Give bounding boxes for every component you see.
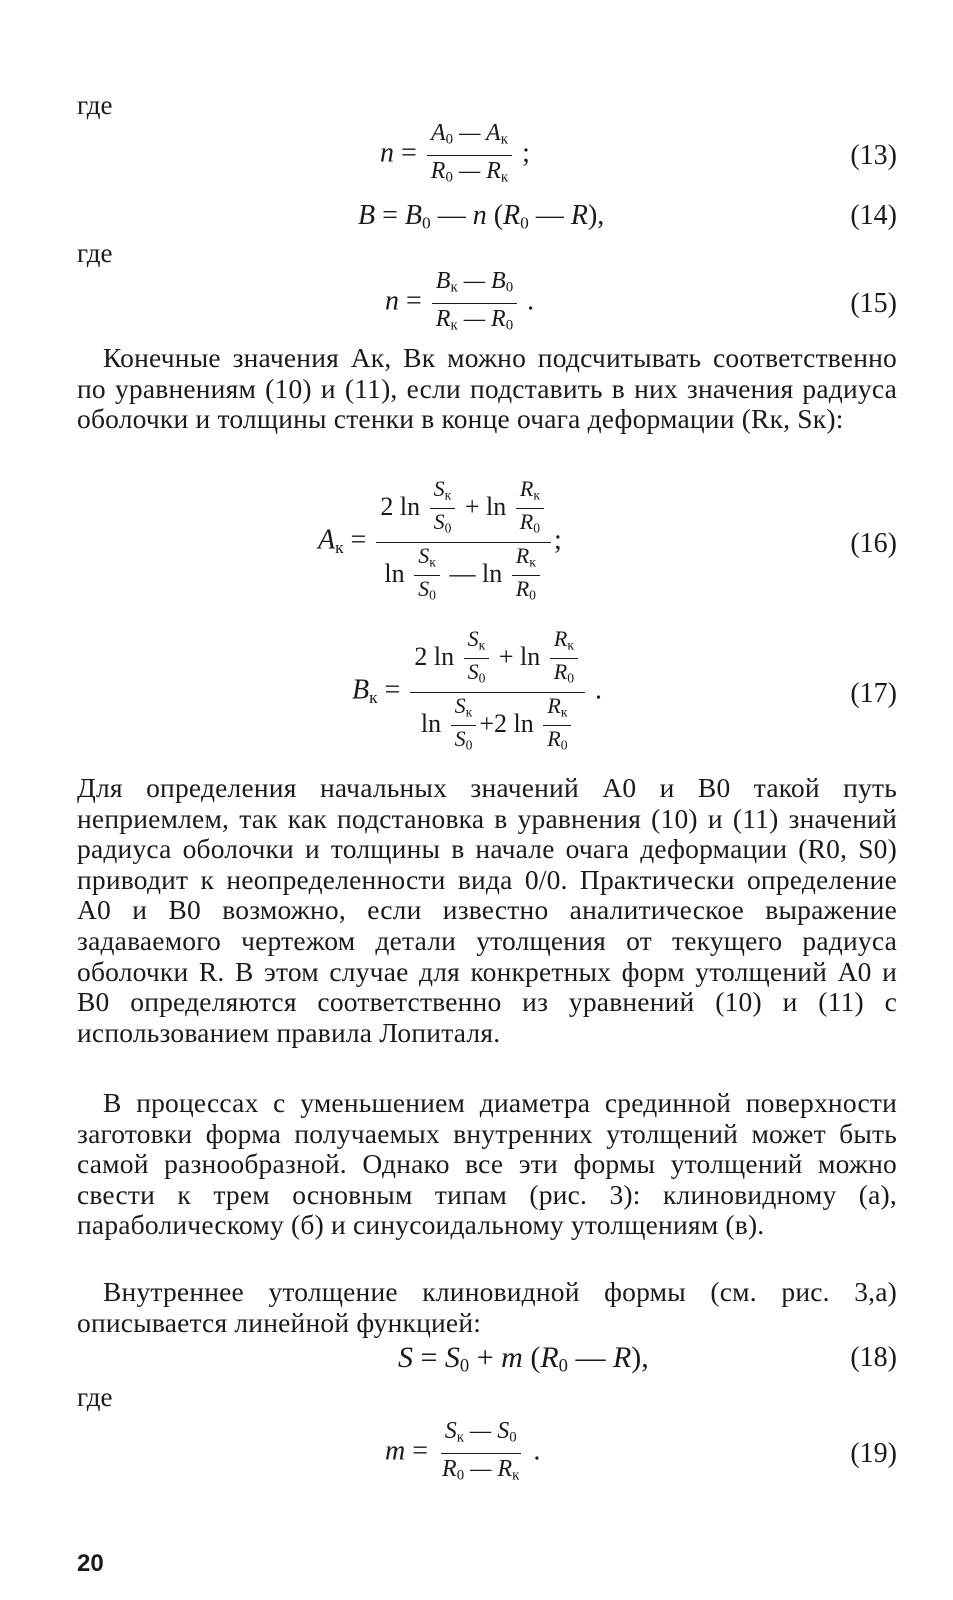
label-where: где (77, 238, 113, 268)
paragraph: В процессах с уменьшением диаметра срединной поверхности заготовки форма получаемых внутренних утолщений может быть самой разнообразной. Однако все эти формы утолщений можно свести к трем основным типам (рис. 3): клиновидному (а), параболическому (б) и синусоидальному утолщениям (в). (77, 1087, 897, 1241)
equation-13: n = $\frac{A_0 — A_к}{R_0 — R_к}$ ; (380, 120, 530, 186)
equation-number: (17) (850, 678, 897, 709)
equation-14: $B = B_0$ — n ($R_0$ — R), (358, 200, 605, 233)
paragraph: Для определения начальных значений A0 и B0 такой путь неприемлем, так как подстановка в уравнения (10) и (11) значений радиуса оболочки и толщины в начале очага деформации (R0, S0) приводит к неопределенности вида 0/0. Практически определение A0 и B0 возможно, если известно аналитическое выражение задаваемого чертежом детали утолщения от текущего радиуса оболочки R. В этом случае для конкретных форм утолщений A0 и B0 определяются соответственно из уравнений (10) и (11) с использованием правила Лопиталя. (77, 772, 897, 1048)
equation-18: $S = S_0 + m$ ($R_0$ — R), (398, 1341, 649, 1377)
equation-16: $A_к$ = 2 ln $\frac{S_к}{S_0}$ + ln $\frac{R_к}{R_0}$ ln $\frac{S_к}{S_0}$ — ln $\frac{R_к}{R_0}$ ; (318, 476, 562, 603)
equation-17: $B_к$ = 2 ln $\frac{S_к}{S_0}$ + ln $\frac{R_к}{R_0}$ ln $\frac{S_к}{S_0}$ +2 ln $\frac{R_к}{R_0}$ . (352, 626, 603, 753)
equation-number: (15) (850, 288, 897, 319)
equation-number: (14) (850, 200, 897, 231)
equation-19: m = $\frac{S_к — S_0}{R_0 — R_к}$ . (385, 1418, 541, 1484)
equation-15: n = $\frac{B_к — B_0}{R_к — R_0}$ . (385, 268, 535, 334)
equation-number: (19) (850, 1438, 897, 1469)
page-number: 20 (77, 1550, 104, 1577)
paragraph: Внутреннее утолщение клиновидной формы (см. рис. 3,а) описывается линейной функцией: (77, 1276, 897, 1338)
equation-number: (16) (850, 528, 897, 559)
label-where: где (77, 1382, 113, 1412)
equation-number: (13) (850, 140, 897, 171)
equation-number: (18) (850, 1342, 897, 1373)
label-where: где (77, 90, 113, 120)
paragraph: Конечные значения Aк, Bк можно подсчитывать соответственно по уравнениям (10) и (11), если подставить в них значения радиуса оболочки и толщины стенки в конце очага деформации (Rк, Sк): (77, 342, 897, 435)
